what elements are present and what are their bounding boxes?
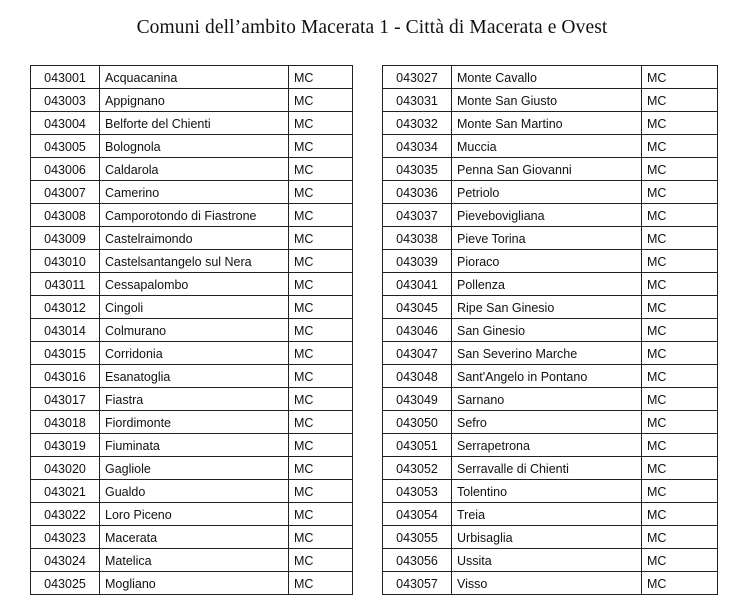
table-row [31, 135, 353, 158]
municipality-code-cell: 043003 [31, 89, 100, 112]
province-cell: MC [642, 181, 718, 204]
table-body [31, 66, 353, 595]
table-row [383, 365, 718, 388]
municipality-name-cell: Pieve Torina [452, 227, 642, 250]
province-cell: MC [642, 549, 718, 572]
province-cell: MC [289, 526, 353, 549]
province-cell: MC [289, 434, 353, 457]
municipality-name-cell: Gualdo [100, 480, 289, 503]
table-row [31, 572, 353, 595]
municipality-name-cell: Appignano [100, 89, 289, 112]
municipality-name-cell: Colmurano [100, 319, 289, 342]
municipality-code-cell: 043001 [31, 66, 100, 89]
municipality-code-cell: 043041 [383, 273, 452, 296]
table-row [31, 388, 353, 411]
municipality-code-cell: 043005 [31, 135, 100, 158]
municipality-code-cell: 043027 [383, 66, 452, 89]
municipality-name-cell: San Ginesio [452, 319, 642, 342]
municipality-name-cell: Caldarola [100, 158, 289, 181]
table-row [31, 181, 353, 204]
table-row [383, 296, 718, 319]
table-row [383, 411, 718, 434]
municipality-name-cell: Gagliole [100, 457, 289, 480]
municipality-code-cell: 043007 [31, 181, 100, 204]
municipality-name-cell: Belforte del Chienti [100, 112, 289, 135]
province-cell: MC [289, 273, 353, 296]
province-cell: MC [642, 480, 718, 503]
province-cell: MC [642, 572, 718, 595]
table-row [31, 273, 353, 296]
table-row [31, 526, 353, 549]
table-row [383, 250, 718, 273]
table-row [383, 457, 718, 480]
municipality-code-cell: 043047 [383, 342, 452, 365]
table-row [31, 227, 353, 250]
municipality-code-cell: 043025 [31, 572, 100, 595]
municipality-code-cell: 043052 [383, 457, 452, 480]
municipality-code-cell: 043038 [383, 227, 452, 250]
municipality-name-cell: Bolognola [100, 135, 289, 158]
municipality-code-cell: 043037 [383, 204, 452, 227]
table-row [383, 342, 718, 365]
municipality-code-cell: 043006 [31, 158, 100, 181]
municipality-name-cell: Monte San Giusto [452, 89, 642, 112]
municipality-name-cell: Fiastra [100, 388, 289, 411]
municipality-code-cell: 043023 [31, 526, 100, 549]
municipality-code-cell: 043053 [383, 480, 452, 503]
municipality-name-cell: Sant'Angelo in Pontano [452, 365, 642, 388]
municipality-name-cell: Treia [452, 503, 642, 526]
province-cell: MC [289, 572, 353, 595]
municipality-name-cell: Serravalle di Chienti [452, 457, 642, 480]
province-cell: MC [289, 89, 353, 112]
province-cell: MC [642, 135, 718, 158]
municipality-name-cell: Pievebovigliana [452, 204, 642, 227]
table-row [31, 342, 353, 365]
table-row [31, 457, 353, 480]
municipality-name-cell: Macerata [100, 526, 289, 549]
table-row [383, 434, 718, 457]
province-cell: MC [642, 342, 718, 365]
table-row [31, 319, 353, 342]
municipality-code-cell: 043004 [31, 112, 100, 135]
province-cell: MC [289, 480, 353, 503]
municipality-code-cell: 043009 [31, 227, 100, 250]
municipality-name-cell: Loro Piceno [100, 503, 289, 526]
table-row [31, 503, 353, 526]
table-row [383, 112, 718, 135]
municipality-name-cell: San Severino Marche [452, 342, 642, 365]
province-cell: MC [289, 112, 353, 135]
municipality-name-cell: Pioraco [452, 250, 642, 273]
municipality-name-cell: Monte Cavallo [452, 66, 642, 89]
province-cell: MC [642, 319, 718, 342]
table-row [31, 112, 353, 135]
province-cell: MC [289, 457, 353, 480]
table-row [383, 526, 718, 549]
province-cell: MC [642, 457, 718, 480]
municipality-name-cell: Camporotondo di Fiastrone [100, 204, 289, 227]
table-row [31, 480, 353, 503]
province-cell: MC [289, 227, 353, 250]
province-cell: MC [289, 342, 353, 365]
province-cell: MC [289, 319, 353, 342]
table-row [383, 480, 718, 503]
province-cell: MC [289, 365, 353, 388]
municipality-code-cell: 043036 [383, 181, 452, 204]
table-row [31, 365, 353, 388]
table-row [31, 411, 353, 434]
table-row [383, 66, 718, 89]
table-row [383, 135, 718, 158]
municipality-code-cell: 043045 [383, 296, 452, 319]
municipality-name-cell: Matelica [100, 549, 289, 572]
province-cell: MC [289, 549, 353, 572]
municipality-code-cell: 043048 [383, 365, 452, 388]
municipality-code-cell: 043020 [31, 457, 100, 480]
province-cell: MC [642, 227, 718, 250]
table-row [383, 158, 718, 181]
municipality-name-cell: Cessapalombo [100, 273, 289, 296]
province-cell: MC [642, 250, 718, 273]
municipality-code-cell: 043049 [383, 388, 452, 411]
table-body [383, 66, 718, 595]
table-row [31, 549, 353, 572]
municipality-name-cell: Petriolo [452, 181, 642, 204]
municipality-name-cell: Ripe San Ginesio [452, 296, 642, 319]
municipality-name-cell: Muccia [452, 135, 642, 158]
province-cell: MC [642, 503, 718, 526]
municipality-code-cell: 043054 [383, 503, 452, 526]
municipality-code-cell: 043051 [383, 434, 452, 457]
province-cell: MC [642, 296, 718, 319]
province-cell: MC [642, 434, 718, 457]
table-row [383, 503, 718, 526]
province-cell: MC [642, 112, 718, 135]
municipality-code-cell: 043050 [383, 411, 452, 434]
province-cell: MC [642, 204, 718, 227]
municipality-code-cell: 043034 [383, 135, 452, 158]
table-row [31, 204, 353, 227]
municipality-name-cell: Esanatoglia [100, 365, 289, 388]
municipality-code-cell: 043008 [31, 204, 100, 227]
municipality-name-cell: Serrapetrona [452, 434, 642, 457]
municipality-code-cell: 043016 [31, 365, 100, 388]
municipality-code-cell: 043055 [383, 526, 452, 549]
table-row [31, 434, 353, 457]
table-row [383, 204, 718, 227]
page-title: Comuni dell’ambito Macerata 1 - Città di Macerata e Ovest [136, 17, 608, 38]
municipality-code-cell: 043011 [31, 273, 100, 296]
province-cell: MC [642, 158, 718, 181]
table-row [383, 319, 718, 342]
municipality-name-cell: Ussita [452, 549, 642, 572]
municipality-table-right [382, 65, 718, 595]
municipality-code-cell: 043035 [383, 158, 452, 181]
municipality-name-cell: Mogliano [100, 572, 289, 595]
municipality-name-cell: Corridonia [100, 342, 289, 365]
municipality-code-cell: 043031 [383, 89, 452, 112]
table-row [31, 250, 353, 273]
province-cell: MC [289, 411, 353, 434]
municipality-code-cell: 043019 [31, 434, 100, 457]
municipality-code-cell: 043039 [383, 250, 452, 273]
province-cell: MC [289, 158, 353, 181]
table-row [383, 572, 718, 595]
province-cell: MC [642, 526, 718, 549]
province-cell: MC [289, 66, 353, 89]
municipality-code-cell: 043056 [383, 549, 452, 572]
province-cell: MC [289, 181, 353, 204]
province-cell: MC [642, 273, 718, 296]
municipality-name-cell: Pollenza [452, 273, 642, 296]
province-cell: MC [289, 250, 353, 273]
province-cell: MC [642, 89, 718, 112]
table-row [383, 89, 718, 112]
municipality-name-cell: Fiuminata [100, 434, 289, 457]
province-cell: MC [642, 411, 718, 434]
province-cell: MC [642, 365, 718, 388]
municipality-name-cell: Acquacanina [100, 66, 289, 89]
municipality-code-cell: 043010 [31, 250, 100, 273]
municipality-code-cell: 043015 [31, 342, 100, 365]
municipality-name-cell: Visso [452, 572, 642, 595]
municipality-code-cell: 043012 [31, 296, 100, 319]
municipality-code-cell: 043046 [383, 319, 452, 342]
municipality-code-cell: 043021 [31, 480, 100, 503]
municipality-code-cell: 043018 [31, 411, 100, 434]
municipality-code-cell: 043024 [31, 549, 100, 572]
municipality-name-cell: Monte San Martino [452, 112, 642, 135]
table-row [31, 89, 353, 112]
province-cell: MC [289, 388, 353, 411]
table-row [383, 549, 718, 572]
municipality-code-cell: 043014 [31, 319, 100, 342]
province-cell: MC [289, 135, 353, 158]
province-cell: MC [642, 388, 718, 411]
table-row [383, 227, 718, 250]
municipality-name-cell: Cingoli [100, 296, 289, 319]
table-row [31, 158, 353, 181]
municipality-code-cell: 043032 [383, 112, 452, 135]
table-row [31, 66, 353, 89]
municipality-table-left [30, 65, 353, 595]
table-row [383, 181, 718, 204]
municipality-name-cell: Tolentino [452, 480, 642, 503]
table-row [383, 388, 718, 411]
municipality-name-cell: Urbisaglia [452, 526, 642, 549]
municipality-name-cell: Sefro [452, 411, 642, 434]
municipality-name-cell: Fiordimonte [100, 411, 289, 434]
municipality-name-cell: Castelraimondo [100, 227, 289, 250]
province-cell: MC [289, 204, 353, 227]
province-cell: MC [289, 296, 353, 319]
municipality-name-cell: Penna San Giovanni [452, 158, 642, 181]
municipality-code-cell: 043057 [383, 572, 452, 595]
table-row [31, 296, 353, 319]
municipality-code-cell: 043017 [31, 388, 100, 411]
municipality-name-cell: Castelsantangelo sul Nera [100, 250, 289, 273]
municipality-name-cell: Camerino [100, 181, 289, 204]
municipality-code-cell: 043022 [31, 503, 100, 526]
province-cell: MC [289, 503, 353, 526]
province-cell: MC [642, 66, 718, 89]
municipality-name-cell: Sarnano [452, 388, 642, 411]
table-row [383, 273, 718, 296]
